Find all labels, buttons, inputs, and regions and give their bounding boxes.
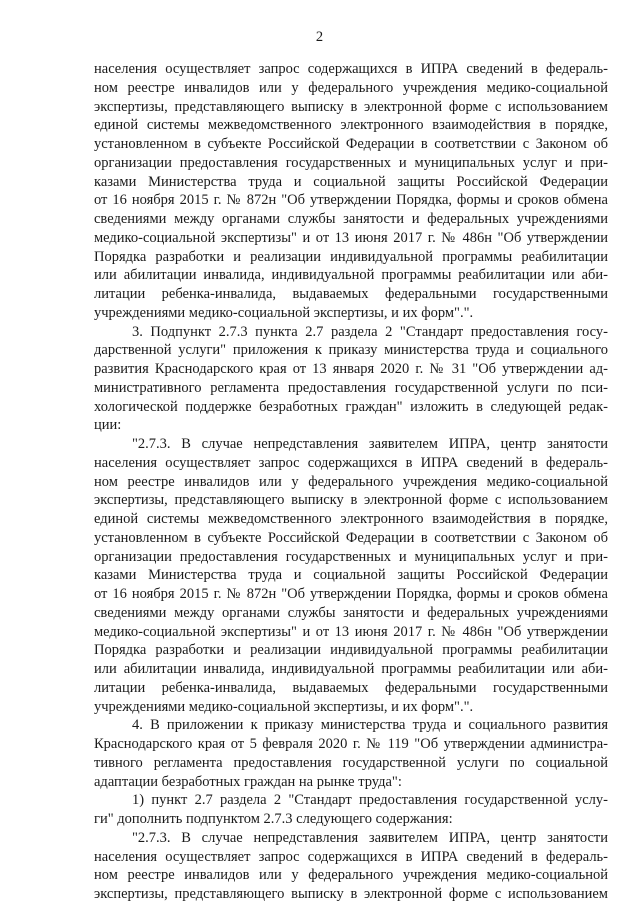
text-line: организации предоставления государственных и муниципальных услуг и при-	[94, 154, 608, 171]
text-line: экспертизы, представляющего выписку в электронной форме с использованием	[94, 98, 608, 115]
text-line: медико-социальной экспертизы" и от 13 июня 2017 г. № 486н "Об утверждении	[94, 623, 608, 640]
text-line: тивного регламента предоставления государственной услуги по социальной	[94, 754, 608, 771]
text-line: адаптации безработных граждан на рынке труда":	[94, 773, 402, 790]
text-line: казами Министерства труда и социальной защиты Российской Федерации	[94, 567, 608, 584]
text-line: развития Краснодарского края от 13 января 2020 г. № 31 "Об утверждении ад-	[94, 361, 608, 377]
text-line: установленном в субъекте Российской Федерации в соответствии с Законом об	[94, 136, 608, 152]
text-line: населения осуществляет запрос содержащихся в ИПРА сведений в федераль-	[94, 61, 608, 77]
text-line: медико-социальной экспертизы" и от 13 июня 2017 г. № 486н "Об утверждении	[94, 229, 608, 246]
text-line: организации предоставления государственных и муниципальных услуг и при-	[94, 548, 608, 565]
text-line: Краснодарского края от 5 февраля 2020 г. № 119 "Об утверждении администра-	[94, 736, 608, 752]
text-line: единой системы межведомственного электронного взаимодействия в порядке,	[94, 117, 608, 134]
text-line: казами Министерства труда и социальной защиты Российской Федерации	[94, 173, 608, 190]
text-line: министративного регламента предоставления государственной услуги по пси-	[94, 379, 608, 396]
document-body	[94, 60, 608, 904]
text-line: ном реестре инвалидов или у федерального учреждения медико-социальной	[94, 867, 608, 884]
text-line: учреждениями медико-социальной экспертизы, и их форм".".	[94, 698, 474, 715]
page-number: 2	[315, 29, 324, 45]
text-line: от 16 ноября 2015 г. № 872н "Об утверждении Порядка, формы и сроков обмена	[94, 586, 608, 602]
text-line: хологической поддержке безработных граждан" изложить в следующей редак-	[94, 398, 608, 415]
text-line: сведениями между органами службы занятости и федеральных учреждениями	[94, 604, 608, 621]
text-line: 1) пункт 2.7 раздела 2 "Стандарт предоставления государственной услу-	[132, 792, 608, 809]
text-line: учреждениями медико-социальной экспертизы, и их форм".".	[94, 304, 474, 321]
text-line: дарственной услуги" приложения к приказу министерства труда и социального	[94, 342, 608, 359]
text-line: экспертизы, представляющего выписку в электронной форме с использованием	[94, 492, 608, 509]
text-line: "2.7.3. В случае непредставления заявителем ИПРА, центр занятости	[132, 829, 608, 846]
text-line: от 16 ноября 2015 г. № 872н "Об утверждении Порядка, формы и сроков обмена	[94, 192, 608, 209]
text-line: 4. В приложении к приказу министерства труда и социального развития	[132, 717, 608, 734]
text-line: 3. Подпункт 2.7.3 пункта 2.7 раздела 2 "Стандарт предоставления госу-	[132, 323, 608, 340]
text-line: населения осуществляет запрос содержащихся в ИПРА сведений в федераль-	[94, 454, 608, 471]
text-line: экспертизы, представляющего выписку в электронной форме с использованием	[94, 886, 608, 902]
text-line: или абилитации инвалида, индивидуальной программы реабилитации или аби-	[94, 661, 608, 677]
text-line: установленном в субъекте Российской Федерации в соответствии с Законом об	[94, 529, 608, 546]
text-line: Порядка разработки и реализации индивидуальной программы реабилитации	[94, 642, 608, 659]
text-line: населения осуществляет запрос содержащихся в ИПРА сведений в федераль-	[94, 848, 608, 865]
text-line: "2.7.3. В случае непредставления заявителем ИПРА, центр занятости	[132, 436, 608, 452]
text-line: литации ребенка-инвалида, выдаваемых федеральными государственными	[94, 679, 608, 696]
text-line: единой системы межведомственного электронного взаимодействия в порядке,	[94, 511, 608, 527]
text-line: литации ребенка-инвалида, выдаваемых федеральными государственными	[94, 286, 608, 302]
text-line: сведениями между органами службы занятости и федеральных учреждениями	[94, 211, 608, 227]
text-line: или абилитации инвалида, индивидуальной программы реабилитации или аби-	[94, 267, 608, 284]
text-line: ги" дополнить подпунктом 2.7.3 следующего содержания:	[94, 811, 453, 827]
text-line: ном реестре инвалидов или у федерального учреждения медико-социальной	[94, 79, 608, 96]
text-line: Порядка разработки и реализации индивидуальной программы реабилитации	[94, 248, 608, 265]
text-line: ном реестре инвалидов или у федерального учреждения медико-социальной	[94, 473, 608, 490]
text-line: ции:	[94, 417, 122, 434]
